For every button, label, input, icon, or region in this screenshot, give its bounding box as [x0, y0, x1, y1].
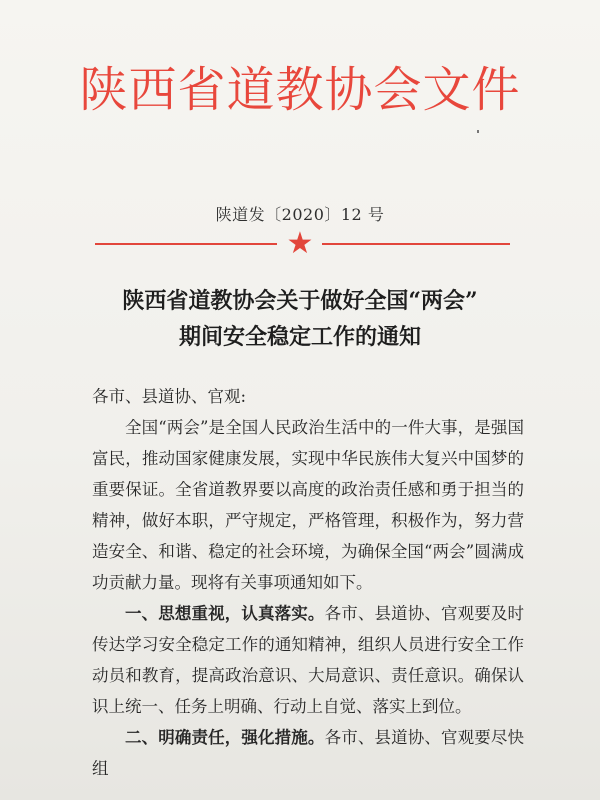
notice-body [92, 381, 524, 784]
red-rule-left [95, 243, 277, 245]
document-number: 陕道发〔2020〕12 号 [215, 205, 385, 224]
section-2-paragraph [92, 722, 524, 784]
section-1-heading: 一、思想重视，认真落实。 [125, 604, 325, 623]
star-icon: ★ [286, 226, 314, 261]
section-1-text: 各市、县道协、官观要及时传达学习安全稳定工作的通知精神，组织人员进行安全工作动员和教育，提高政治意识、大局意识、责任意识。确保认识上统一、任务上明确、行动上自觉、落实上到位。 [92, 604, 525, 716]
section-2-heading: 二、明确责任，强化措施。 [125, 728, 325, 747]
letterhead-title: 陕西省道教协会文件 [79, 62, 521, 118]
notice-title [60, 283, 540, 355]
red-rule-right [322, 243, 510, 245]
notice-title-line-1: 陕西省道教协会关于做好全国“两会” [122, 288, 478, 314]
notice-title-line-2: 期间安全稳定工作的通知 [178, 324, 421, 350]
paper-mark [477, 130, 479, 133]
intro-paragraph: 全国“两会”是全国人民政治生活中的一件大事，是强国富民，推动国家健康发展，实现中华民族伟大复兴中国梦的重要保证。全省道教界要以高度的政治责任感和勇于担当的精神，做好本职，严守规定，严格管理，积极作为，努力营造安全、和谐、稳定的社会环境，为确保全国“两会”圆满成功贡献力量。现将有关事项通知如下。 [92, 418, 524, 592]
section-2-text: 各市、县道协、官观要尽快组 [92, 728, 525, 778]
section-1-paragraph [92, 598, 524, 722]
salutation: 各市、县道协、官观: [92, 387, 247, 406]
